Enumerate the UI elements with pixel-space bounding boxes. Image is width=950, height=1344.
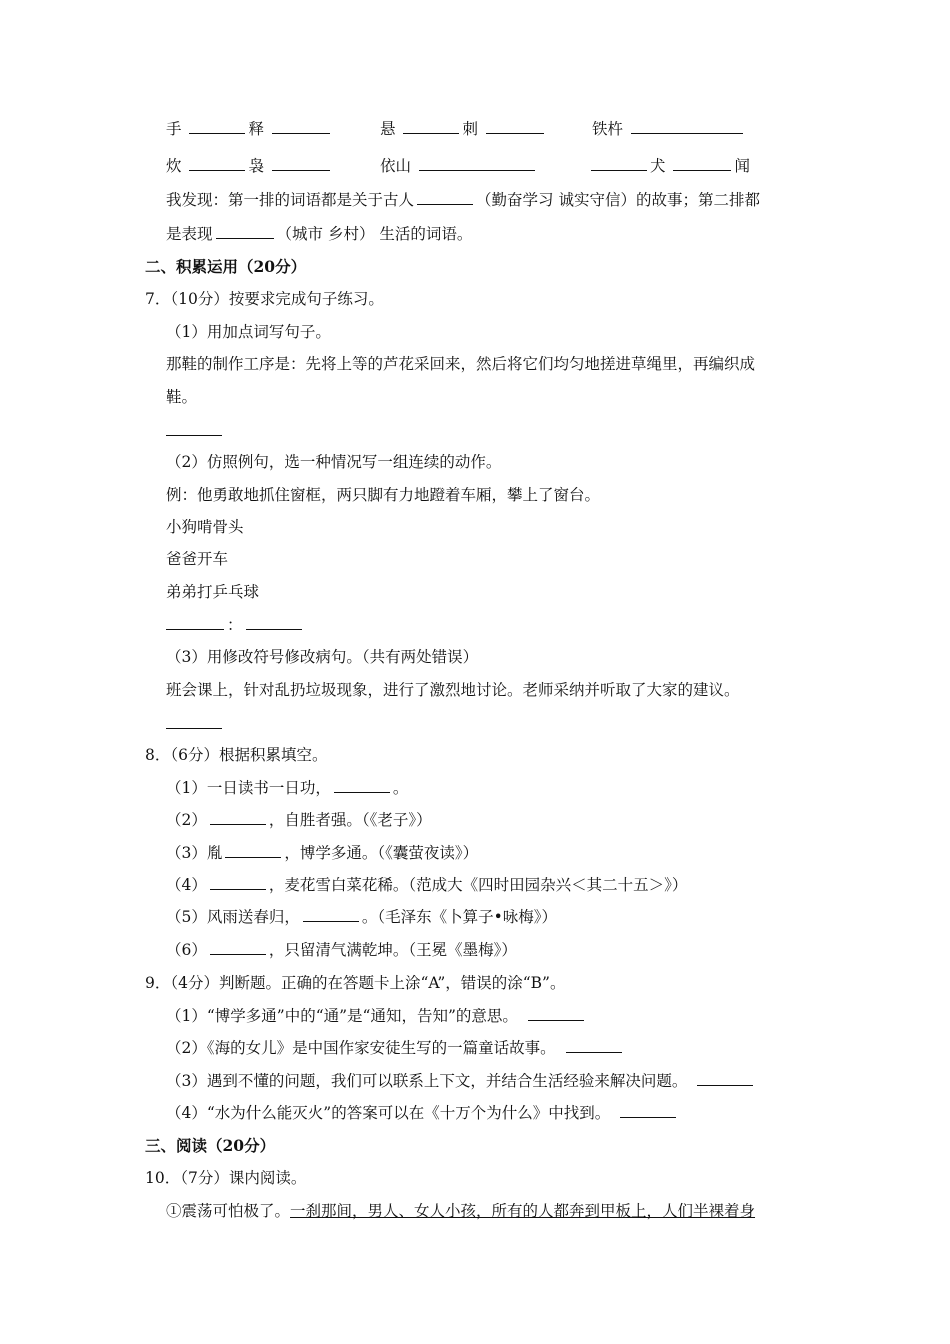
word-char: 悬	[380, 120, 396, 138]
question-text: 鞋。	[166, 388, 198, 406]
question-title: 8．（6分）根据积累填空。	[145, 746, 328, 764]
fill-item	[166, 842, 478, 864]
question-title: 9．（4分）判断题。正确的在答题卡上涂“A”，错误的涂“B”。	[145, 974, 566, 992]
fill-text: ，麦花雪白菜花稀。（范成大《四时田园杂兴＜其二十五＞》）	[268, 876, 688, 894]
option-text: 爸爸开车	[166, 550, 229, 568]
fill-text: ，博学多通。（《囊萤夜读》）	[284, 844, 479, 862]
answer-blank[interactable]	[591, 155, 647, 171]
option-text: 弟弟打乒乓球	[166, 583, 260, 601]
answer-blank[interactable]	[272, 118, 330, 134]
passage-text: ①震荡可怕极了。	[166, 1202, 291, 1220]
answer-blank[interactable]	[417, 189, 473, 205]
answer-blank[interactable]	[566, 1037, 622, 1053]
word-row-1	[166, 118, 333, 140]
answer-blank[interactable]	[631, 118, 743, 134]
passage-line	[166, 1200, 755, 1222]
judge-text: （4）“水为什么能灭火”的答案可以在《十万个为什么》中找到。	[166, 1104, 611, 1122]
word-char: 炊	[166, 157, 182, 175]
word-row-2-b	[380, 155, 538, 177]
colon: ：	[227, 616, 243, 634]
subquestion-title: （1）用加点词写句子。	[166, 323, 331, 341]
question-text: 班会课上，针对乱扔垃圾现象，进行了激烈地讨论。老师采纳并听取了大家的建议。	[166, 681, 740, 699]
fill-text: 。	[392, 779, 409, 797]
answer-blank[interactable]	[620, 1102, 676, 1118]
discover-text: 是表现	[166, 225, 213, 243]
fill-text: ，只留清气满乾坤。（王冕《墨梅》）	[268, 941, 517, 959]
answer-blank[interactable]	[303, 906, 359, 922]
fill-item	[166, 874, 687, 896]
judge-item	[166, 1102, 679, 1124]
discover-text: 我发现：第一排的词语都是关于古人	[166, 191, 415, 209]
section-title: 二、积累运用（20分）	[145, 257, 307, 276]
judge-text: （1）“博学多通”中的“通”是“通知，告知”的意思。	[166, 1007, 518, 1025]
answer-line	[166, 420, 225, 442]
answer-blank[interactable]	[210, 939, 266, 955]
judge-text: （3）遇到不懂的问题，我们可以联系上下文，并结合生活经验来解决问题。	[166, 1072, 688, 1090]
answer-blank[interactable]	[419, 155, 535, 171]
fill-text: （5）风雨送春归，	[166, 908, 300, 926]
underlined-sentence: 一刹那间，男人、女人小孩，所有的人都奔到甲板上，人们半裸着身	[290, 1202, 756, 1220]
answer-blank[interactable]	[216, 223, 274, 239]
example-text: 例：他勇敢地抓住窗框，两只脚有力地蹬着车厢，攀上了窗台。	[166, 486, 601, 504]
word-row-2-c	[588, 155, 750, 177]
discover-text: （勤奋学习 诚实守信）的故事；第二排都	[476, 191, 760, 209]
word-char: 袅	[248, 157, 264, 175]
question-title: 7．（10分）按要求完成句子练习。	[145, 290, 384, 308]
word-char: 闻	[734, 157, 750, 175]
word-char: 手	[166, 120, 182, 138]
fill-item	[166, 809, 432, 831]
answer-line	[166, 614, 305, 636]
subquestion-title: （2）仿照例句，选一种情况写一组连续的动作。	[166, 453, 502, 471]
word-char: 刺	[462, 120, 478, 138]
subquestion-title: （3）用修改符号修改病句。（共有两处错误）	[166, 648, 479, 666]
fill-item	[166, 906, 557, 928]
answer-blank[interactable]	[210, 809, 266, 825]
answer-blank[interactable]	[486, 118, 544, 134]
question-text: 那鞋的制作工序是：先将上等的芦花采回来，然后将它们均匀地搓进草绳里，再编织成	[166, 355, 756, 373]
word-row-1-b	[380, 118, 547, 140]
answer-blank[interactable]	[189, 118, 245, 134]
answer-blank[interactable]	[166, 713, 222, 729]
fill-item	[166, 939, 517, 961]
answer-line	[166, 713, 225, 735]
word-char: 依山	[380, 157, 412, 175]
fill-text: 。（毛泽东《卜算子•咏梅》）	[361, 908, 558, 926]
judge-item	[166, 1070, 756, 1092]
word-char: 释	[248, 120, 264, 138]
word-row-2	[166, 155, 333, 177]
fill-text: （6）	[166, 941, 207, 959]
word-char: 铁杵	[592, 120, 624, 138]
answer-blank[interactable]	[225, 842, 281, 858]
section-title: 三、阅读（20分）	[145, 1136, 276, 1155]
judge-item	[166, 1037, 625, 1059]
discover-line-1	[166, 189, 760, 211]
fill-text: （2）	[166, 811, 207, 829]
fill-text: ，自胜者强。（《老子》）	[268, 811, 432, 829]
question-title: 10．（7分）课内阅读。	[145, 1169, 307, 1187]
word-char: 犬	[650, 157, 666, 175]
discover-line-2	[166, 223, 472, 245]
answer-blank[interactable]	[246, 614, 302, 630]
answer-blank[interactable]	[528, 1005, 584, 1021]
judge-item	[166, 1005, 587, 1027]
answer-blank[interactable]	[189, 155, 245, 171]
fill-item	[166, 777, 408, 799]
judge-text: （2）《海的女儿》是中国作家安徒生写的一篇童话故事。	[166, 1039, 556, 1057]
answer-blank[interactable]	[673, 155, 731, 171]
fill-text: （3）胤	[166, 844, 223, 862]
option-text: 小狗啃骨头	[166, 518, 244, 536]
answer-blank[interactable]	[210, 874, 266, 890]
answer-blank[interactable]	[403, 118, 459, 134]
word-row-1-c	[592, 118, 746, 140]
discover-text: （城市 乡村） 生活的词语。	[276, 225, 473, 243]
fill-text: （1）一日读书一日功，	[166, 779, 331, 797]
answer-blank[interactable]	[166, 614, 224, 630]
answer-blank[interactable]	[697, 1070, 753, 1086]
answer-blank[interactable]	[334, 777, 390, 793]
answer-blank[interactable]	[272, 155, 330, 171]
fill-text: （4）	[166, 876, 207, 894]
answer-blank[interactable]	[166, 420, 222, 436]
